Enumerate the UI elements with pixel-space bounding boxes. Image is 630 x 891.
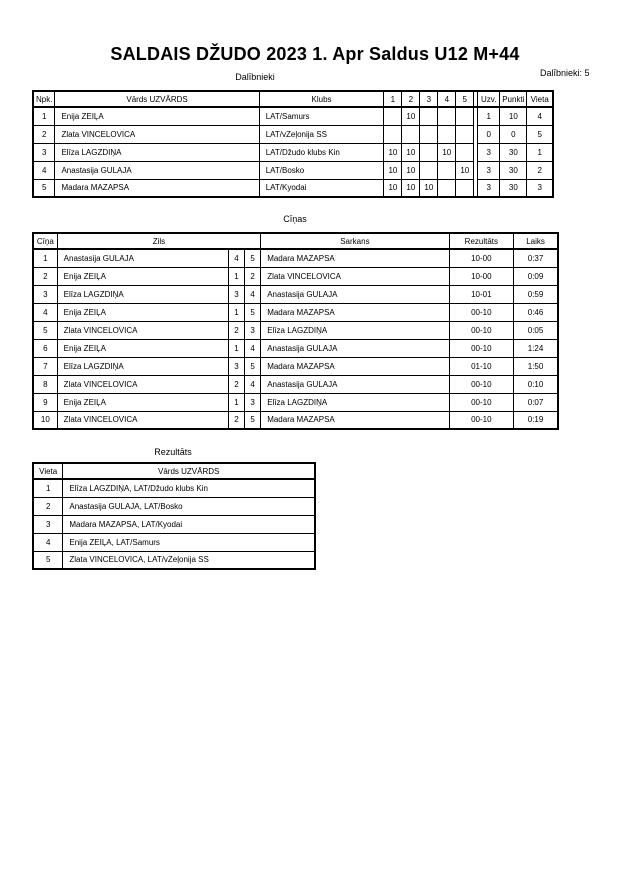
participant-place: 1 bbox=[527, 143, 553, 161]
col-s3: 3 bbox=[420, 91, 438, 107]
participants-count: Dalībnieki: 5 bbox=[540, 68, 590, 78]
fight-blue-number: 1 bbox=[228, 393, 244, 411]
participants-table bbox=[32, 90, 554, 198]
results-table bbox=[32, 462, 316, 570]
fight-time: 0:10 bbox=[514, 375, 558, 393]
participant-wins: 0 bbox=[478, 125, 500, 143]
participant-score: 10 bbox=[438, 143, 456, 161]
participant-club: LAT/vZeļonija SS bbox=[259, 125, 384, 143]
col-blue: Zils bbox=[57, 233, 261, 249]
participant-points: 30 bbox=[500, 179, 527, 197]
participant-points: 10 bbox=[500, 107, 527, 125]
fight-blue-name: Anastasija GULAJA bbox=[57, 249, 228, 267]
result-name: Anastasija GULAJA, LAT/Bosko bbox=[63, 497, 315, 515]
fight-result: 01-10 bbox=[449, 357, 513, 375]
result-place: 2 bbox=[33, 497, 63, 515]
fight-time: 1:24 bbox=[514, 339, 558, 357]
fight-result: 00-10 bbox=[449, 321, 513, 339]
participant-score bbox=[420, 125, 438, 143]
participant-score bbox=[420, 107, 438, 125]
participants-heading: Dalībnieki bbox=[235, 72, 275, 82]
participant-wins: 1 bbox=[478, 107, 500, 125]
participant-row bbox=[33, 125, 553, 143]
fight-number: 10 bbox=[33, 411, 57, 429]
col-s2: 2 bbox=[402, 91, 420, 107]
fight-blue-number: 2 bbox=[228, 411, 244, 429]
participant-number: 5 bbox=[33, 179, 55, 197]
result-place: 4 bbox=[33, 533, 63, 551]
participant-row bbox=[33, 107, 553, 125]
fight-blue-number: 1 bbox=[228, 267, 244, 285]
fight-blue-number: 3 bbox=[228, 357, 244, 375]
fight-red-number: 2 bbox=[245, 267, 261, 285]
fight-number: 8 bbox=[33, 375, 57, 393]
fight-time: 0:46 bbox=[514, 303, 558, 321]
fight-result: 00-10 bbox=[449, 375, 513, 393]
fight-result: 00-10 bbox=[449, 393, 513, 411]
participant-score: 10 bbox=[384, 143, 402, 161]
participant-score bbox=[456, 143, 474, 161]
fight-result: 00-10 bbox=[449, 339, 513, 357]
participant-club: LAT/Džudo klubs Kin bbox=[259, 143, 384, 161]
fight-number: 5 bbox=[33, 321, 57, 339]
participant-score: 10 bbox=[420, 179, 438, 197]
col-wins: Uzv. bbox=[478, 91, 500, 107]
fight-red-name: Madara MAZAPSA bbox=[261, 357, 449, 375]
fight-red-name: Anastasija GULAJA bbox=[261, 339, 449, 357]
participant-number: 4 bbox=[33, 161, 55, 179]
participant-name: Enija ZEIĻA bbox=[55, 107, 259, 125]
fight-number: 1 bbox=[33, 249, 57, 267]
col-time: Laiks bbox=[514, 233, 558, 249]
result-place: 5 bbox=[33, 551, 63, 569]
fights-heading: Cīņas bbox=[283, 214, 307, 224]
participant-club: LAT/Bosko bbox=[259, 161, 384, 179]
fight-result: 00-10 bbox=[449, 411, 513, 429]
participant-score bbox=[402, 125, 420, 143]
participant-place: 4 bbox=[527, 107, 553, 125]
fight-blue-name: Enija ZEIĻA bbox=[57, 393, 228, 411]
participant-score bbox=[384, 107, 402, 125]
participant-score: 10 bbox=[384, 161, 402, 179]
fight-blue-name: Zlata VINCELOVICA bbox=[57, 411, 228, 429]
col-npk: Npk. bbox=[33, 91, 55, 107]
fight-red-name: Madara MAZAPSA bbox=[261, 303, 449, 321]
participant-score: 10 bbox=[402, 143, 420, 161]
fights-table bbox=[32, 232, 559, 430]
fight-number: 7 bbox=[33, 357, 57, 375]
results-header-row bbox=[33, 463, 315, 479]
col-result: Rezultāts bbox=[449, 233, 513, 249]
col-fight: Cīņa bbox=[33, 233, 57, 249]
participant-points: 30 bbox=[500, 161, 527, 179]
participant-name: Zlata VINCELOVICA bbox=[55, 125, 259, 143]
col-red: Sarkans bbox=[261, 233, 449, 249]
fight-red-name: Elīza LAGZDIŅA bbox=[261, 393, 449, 411]
fight-blue-number: 1 bbox=[228, 339, 244, 357]
fight-result: 10-00 bbox=[449, 249, 513, 267]
fight-blue-number: 1 bbox=[228, 303, 244, 321]
fight-red-name: Elīza LAGZDIŅA bbox=[261, 321, 449, 339]
participant-score: 10 bbox=[402, 107, 420, 125]
fight-blue-name: Elīza LAGZDIŅA bbox=[57, 285, 228, 303]
fight-time: 0:19 bbox=[514, 411, 558, 429]
participant-club: LAT/Samurs bbox=[259, 107, 384, 125]
col-name: Vārds UZVĀRDS bbox=[55, 91, 259, 107]
participant-place: 2 bbox=[527, 161, 553, 179]
participant-wins: 3 bbox=[478, 143, 500, 161]
fights-header-row bbox=[33, 233, 558, 249]
participant-place: 5 bbox=[527, 125, 553, 143]
fight-row bbox=[33, 411, 558, 429]
fight-row bbox=[33, 285, 558, 303]
fight-red-name: Zlata VINCELOVICA bbox=[261, 267, 449, 285]
participant-score bbox=[384, 125, 402, 143]
result-row bbox=[33, 533, 315, 551]
fight-red-number: 4 bbox=[245, 339, 261, 357]
participant-number: 2 bbox=[33, 125, 55, 143]
fight-blue-name: Zlata VINCELOVICA bbox=[57, 375, 228, 393]
fight-blue-number: 2 bbox=[228, 375, 244, 393]
col-s5: 5 bbox=[456, 91, 474, 107]
participants-header-row bbox=[33, 91, 553, 107]
result-name: Zlata VINCELOVICA, LAT/vZeļonija SS bbox=[63, 551, 315, 569]
col-club: Klubs bbox=[259, 91, 384, 107]
fight-result: 00-10 bbox=[449, 303, 513, 321]
participant-score: 10 bbox=[402, 161, 420, 179]
fight-row bbox=[33, 393, 558, 411]
participant-row bbox=[33, 161, 553, 179]
fight-result: 10-00 bbox=[449, 267, 513, 285]
fight-time: 1:50 bbox=[514, 357, 558, 375]
col-place: Vieta bbox=[527, 91, 553, 107]
participant-score bbox=[420, 161, 438, 179]
fight-red-number: 5 bbox=[245, 303, 261, 321]
fight-row bbox=[33, 321, 558, 339]
fight-red-name: Madara MAZAPSA bbox=[261, 249, 449, 267]
fight-red-number: 5 bbox=[245, 249, 261, 267]
result-name: Elīza LAGZDIŅA, LAT/Džudo klubs Kin bbox=[63, 479, 315, 497]
participant-club: LAT/Kyodai bbox=[259, 179, 384, 197]
participant-score bbox=[438, 161, 456, 179]
participant-points: 30 bbox=[500, 143, 527, 161]
fight-row bbox=[33, 267, 558, 285]
fight-row bbox=[33, 303, 558, 321]
fight-red-number: 3 bbox=[245, 321, 261, 339]
participant-score bbox=[438, 107, 456, 125]
results-heading: Rezultāts bbox=[154, 447, 192, 457]
participant-number: 3 bbox=[33, 143, 55, 161]
fight-blue-name: Enija ZEIĻA bbox=[57, 303, 228, 321]
participant-points: 0 bbox=[500, 125, 527, 143]
participant-row bbox=[33, 143, 553, 161]
participant-score bbox=[456, 125, 474, 143]
participant-score bbox=[456, 179, 474, 197]
fight-red-number: 5 bbox=[245, 411, 261, 429]
fight-blue-name: Enija ZEIĻA bbox=[57, 267, 228, 285]
fight-red-name: Anastasija GULAJA bbox=[261, 375, 449, 393]
fight-number: 4 bbox=[33, 303, 57, 321]
page-title: SALDAIS DŽUDO 2023 1. Apr Saldus U12 M+44 bbox=[110, 44, 520, 64]
participant-wins: 3 bbox=[478, 179, 500, 197]
participant-score: 10 bbox=[402, 179, 420, 197]
fight-blue-name: Enija ZEIĻA bbox=[57, 339, 228, 357]
fight-red-name: Anastasija GULAJA bbox=[261, 285, 449, 303]
participant-score: 10 bbox=[384, 179, 402, 197]
fight-time: 0:59 bbox=[514, 285, 558, 303]
result-row bbox=[33, 497, 315, 515]
fight-red-number: 4 bbox=[245, 375, 261, 393]
col-result-place: Vieta bbox=[33, 463, 63, 479]
fight-number: 9 bbox=[33, 393, 57, 411]
fight-time: 0:05 bbox=[514, 321, 558, 339]
fight-row bbox=[33, 339, 558, 357]
participant-score bbox=[438, 125, 456, 143]
fight-number: 2 bbox=[33, 267, 57, 285]
fight-row bbox=[33, 249, 558, 267]
col-s1: 1 bbox=[384, 91, 402, 107]
col-points: Punkti bbox=[500, 91, 527, 107]
participant-score bbox=[438, 179, 456, 197]
fight-row bbox=[33, 375, 558, 393]
result-row bbox=[33, 479, 315, 497]
participant-score bbox=[456, 107, 474, 125]
result-name: Enija ZEIĻA, LAT/Samurs bbox=[63, 533, 315, 551]
participant-place: 3 bbox=[527, 179, 553, 197]
participant-name: Anastasija GULAJA bbox=[55, 161, 259, 179]
fight-red-number: 3 bbox=[245, 393, 261, 411]
participant-wins: 3 bbox=[478, 161, 500, 179]
result-row bbox=[33, 551, 315, 569]
participant-row bbox=[33, 179, 553, 197]
fight-time: 0:07 bbox=[514, 393, 558, 411]
fight-red-number: 5 bbox=[245, 357, 261, 375]
participant-score bbox=[420, 143, 438, 161]
fight-red-name: Madara MAZAPSA bbox=[261, 411, 449, 429]
col-result-name: Vārds UZVĀRDS bbox=[63, 463, 315, 479]
fight-blue-number: 2 bbox=[228, 321, 244, 339]
fight-time: 0:09 bbox=[514, 267, 558, 285]
result-name: Madara MAZAPSA, LAT/Kyodai bbox=[63, 515, 315, 533]
fight-time: 0:37 bbox=[514, 249, 558, 267]
result-place: 1 bbox=[33, 479, 63, 497]
participant-name: Madara MAZAPSA bbox=[55, 179, 259, 197]
participant-name: Elīza LAGZDIŅA bbox=[55, 143, 259, 161]
participant-number: 1 bbox=[33, 107, 55, 125]
fight-blue-number: 3 bbox=[228, 285, 244, 303]
fight-blue-name: Zlata VINCELOVICA bbox=[57, 321, 228, 339]
fight-number: 6 bbox=[33, 339, 57, 357]
fight-blue-name: Elīza LAGZDIŅA bbox=[57, 357, 228, 375]
participant-score: 10 bbox=[456, 161, 474, 179]
fight-red-number: 4 bbox=[245, 285, 261, 303]
fight-number: 3 bbox=[33, 285, 57, 303]
col-s4: 4 bbox=[438, 91, 456, 107]
result-row bbox=[33, 515, 315, 533]
fight-result: 10-01 bbox=[449, 285, 513, 303]
fight-blue-number: 4 bbox=[228, 249, 244, 267]
fight-row bbox=[33, 357, 558, 375]
result-place: 3 bbox=[33, 515, 63, 533]
